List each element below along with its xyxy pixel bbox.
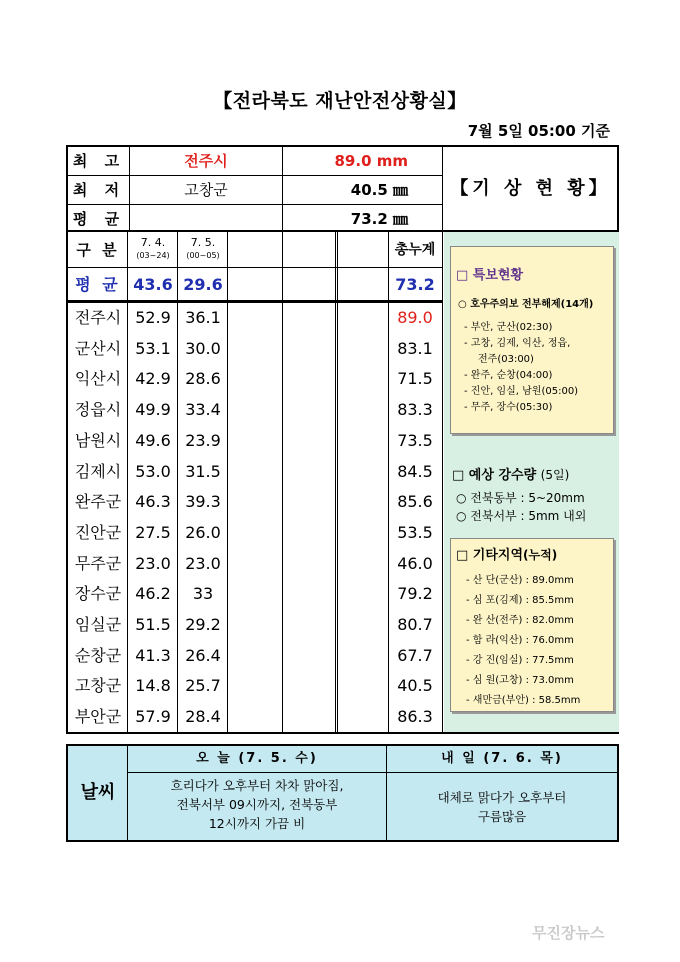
summary-box <box>66 145 619 232</box>
summary-min-region: 고창군 <box>184 181 228 199</box>
special-warning-line: - 부안, 군산(02:30) <box>464 322 553 333</box>
weather-tomorrow-header: 내 일 (7. 6. 목) <box>441 751 563 766</box>
summary-min-label: 최 저 <box>72 181 126 199</box>
weather-tomorrow-text <box>387 788 617 826</box>
table-cell-region: 순창군 <box>74 645 122 665</box>
table-cell-d2: 28.6 <box>185 369 221 389</box>
summary-min-row <box>68 176 442 205</box>
divider <box>442 232 443 732</box>
other-regions-title-text: □ 기타지역 <box>456 548 524 563</box>
divider <box>388 232 389 732</box>
divider <box>335 232 336 732</box>
table-cell-total: 53.5 <box>397 522 433 542</box>
weather-tomorrow-line: 구름많음 <box>477 809 527 824</box>
divider <box>337 232 338 732</box>
table-cell-d2: 33.4 <box>185 400 221 420</box>
forecast-title-text: □ 예상 강수량 <box>452 468 537 483</box>
summary-max-region: 전주시 <box>184 152 228 170</box>
header-gubun: 구 분 <box>76 241 120 259</box>
table-cell-region: 익산시 <box>74 369 122 389</box>
average-row-total: 73.2 <box>395 275 435 294</box>
table-cell-d1: 57.9 <box>135 707 171 727</box>
other-region-line: - 완 산(전주) : 82.0mm <box>466 615 574 626</box>
special-warning-line: - 무주, 장수(05:30) <box>464 402 553 413</box>
table-cell-total: 71.5 <box>397 369 433 389</box>
summary-avg-row <box>68 205 442 234</box>
special-warning-subtitle: ○ 호우주의보 전부해제(14개) <box>458 299 594 310</box>
table-cell-region: 전주시 <box>74 308 122 327</box>
table-cell-d1: 14.8 <box>135 676 171 696</box>
summary-avg-label: 평 균 <box>72 210 126 228</box>
other-region-line: - 심 포(김제) : 85.5mm <box>466 595 574 606</box>
divider <box>128 772 617 773</box>
table-cell-total: 79.2 <box>397 584 433 604</box>
other-regions-title <box>456 544 557 563</box>
table-cell-d1: 41.3 <box>135 645 171 665</box>
header-date-2-label: 7. 5. <box>190 236 216 249</box>
table-cell-d2: 28.4 <box>185 707 221 727</box>
table-cell-d1: 27.5 <box>135 522 171 542</box>
table-cell-d2: 23.9 <box>185 430 221 450</box>
special-warning-title: □ 특보현황 <box>456 268 524 283</box>
table-cell-d2: 36.1 <box>185 308 221 327</box>
table-cell-d1: 23.0 <box>135 553 171 573</box>
table-cell-region: 진안군 <box>74 522 122 542</box>
table-cell-d2: 23.0 <box>185 553 221 573</box>
table-cell-total: 80.7 <box>397 615 433 634</box>
table-cell-d1: 46.3 <box>135 492 171 512</box>
weather-today-text <box>128 776 386 833</box>
table-cell-total: 83.3 <box>397 400 433 420</box>
summary-avg-value: 73.2 ㎜ <box>350 210 408 228</box>
divider <box>129 147 130 230</box>
table-cell-d2: 29.2 <box>185 615 221 634</box>
table-cell-d1: 46.2 <box>135 584 171 604</box>
summary-min-value: 40.5 ㎜ <box>350 181 408 199</box>
table-cell-region: 김제시 <box>74 461 122 481</box>
page-title: 【전라북도 재난안전상황실】 <box>213 90 467 112</box>
summary-max-row <box>68 147 442 176</box>
weather-label: 날씨 <box>80 782 116 803</box>
table-cell-d2: 33 <box>192 584 214 604</box>
forecast-title <box>452 464 569 483</box>
divider <box>68 300 442 303</box>
table-cell-d1: 42.9 <box>135 369 171 389</box>
other-region-line: - 새만금(부안) : 58.5mm <box>466 695 581 706</box>
table-cell-region: 군산시 <box>74 338 122 358</box>
table-cell-d1: 51.5 <box>135 615 171 634</box>
table-cell-region: 무주군 <box>74 553 122 573</box>
rainfall-table <box>66 232 619 734</box>
header-date-2-range: (00~05) <box>186 251 220 260</box>
special-warning-line: - 진안, 임실, 남원(05:00) <box>464 386 579 397</box>
table-cell-d2: 26.0 <box>185 522 221 542</box>
table-cell-d1: 52.9 <box>135 308 171 327</box>
divider <box>68 267 442 268</box>
forecast-line: ○ 전북동부 : 5~20mm <box>456 491 585 505</box>
table-cell-region: 정읍시 <box>74 400 122 420</box>
table-cell-total: 85.6 <box>397 492 433 512</box>
table-cell-total: 84.5 <box>397 461 433 481</box>
report-datetime: 7월 5일 05:00 기준 <box>467 122 610 140</box>
summary-max-value: 89.0 mm <box>334 152 408 170</box>
divider <box>127 232 128 732</box>
other-region-line: - 함 라(익산) : 76.0mm <box>466 635 574 646</box>
average-row-label: 평 균 <box>75 275 121 294</box>
forecast-line: ○ 전북서부 : 5mm 내외 <box>456 509 587 523</box>
divider <box>68 204 442 205</box>
header-date-1-label: 7. 4. <box>140 236 166 249</box>
table-cell-total: 86.3 <box>397 707 433 727</box>
average-row-d1: 43.6 <box>133 275 173 294</box>
weather-today-line: 12시까지 가끔 비 <box>208 816 306 831</box>
table-cell-total: 83.1 <box>397 338 433 358</box>
header-total: 총누계 <box>394 242 436 258</box>
special-warning-line: 전주(03:00) <box>478 354 534 365</box>
weather-tomorrow-line: 대체로 맑다가 오후부터 <box>437 790 567 805</box>
table-cell-region: 완주군 <box>74 492 122 512</box>
summary-avg-region <box>130 205 282 234</box>
table-cell-d1: 49.9 <box>135 400 171 420</box>
header-date-1 <box>128 232 178 268</box>
table-cell-d2: 25.7 <box>185 676 221 696</box>
table-cell-region: 임실군 <box>74 615 122 634</box>
header-date-2 <box>178 232 228 268</box>
table-cell-d1: 49.6 <box>135 430 171 450</box>
divider <box>68 175 442 176</box>
table-cell-total: 73.5 <box>397 430 433 450</box>
table-cell-total: 46.0 <box>397 553 433 573</box>
divider <box>442 147 443 230</box>
other-region-line: - 강 진(임실) : 77.5mm <box>466 655 574 666</box>
weather-status-heading: 【기 상 현 황】 <box>450 178 611 199</box>
table-cell-region: 부안군 <box>74 707 122 727</box>
special-warning-line: - 고창, 김제, 익산, 정읍, <box>464 338 571 349</box>
average-row-d2: 29.6 <box>183 275 223 294</box>
weather-table <box>66 744 619 842</box>
other-region-line: - 산 단(군산) : 89.0mm <box>466 575 574 586</box>
table-cell-total: 89.0 <box>397 308 433 327</box>
divider <box>282 232 283 732</box>
weather-today-line: 전북서부 09시까지, 전북동부 <box>176 797 338 812</box>
divider <box>177 232 178 732</box>
table-cell-d2: 39.3 <box>185 492 221 512</box>
table-cell-d1: 53.0 <box>135 461 171 481</box>
forecast-title-note: (5일) <box>540 468 570 482</box>
summary-max-label: 최 고 <box>72 152 126 170</box>
table-cell-total: 40.5 <box>397 676 433 696</box>
other-regions-title-note: (누적) <box>523 548 558 562</box>
special-warning-line: - 완주, 순창(04:00) <box>464 370 553 381</box>
table-cell-region: 장수군 <box>74 584 122 604</box>
weather-today-line: 흐리다가 오후부터 차차 맑아짐, <box>170 778 344 793</box>
divider <box>227 232 228 732</box>
table-cell-d2: 26.4 <box>185 645 221 665</box>
table-cell-d1: 53.1 <box>135 338 171 358</box>
header-date-1-range: (03~24) <box>136 251 170 260</box>
table-cell-d2: 30.0 <box>185 338 221 358</box>
table-cell-region: 남원시 <box>74 430 122 450</box>
table-cell-d2: 31.5 <box>185 461 221 481</box>
watermark-logo: 무진장뉴스 <box>532 924 605 942</box>
other-region-line: - 심 원(고창) : 73.0mm <box>466 675 574 686</box>
table-cell-region: 고창군 <box>74 676 122 696</box>
weather-today-header: 오 늘 (7. 5. 수) <box>196 751 318 766</box>
divider <box>282 147 283 230</box>
table-cell-total: 67.7 <box>397 645 433 665</box>
